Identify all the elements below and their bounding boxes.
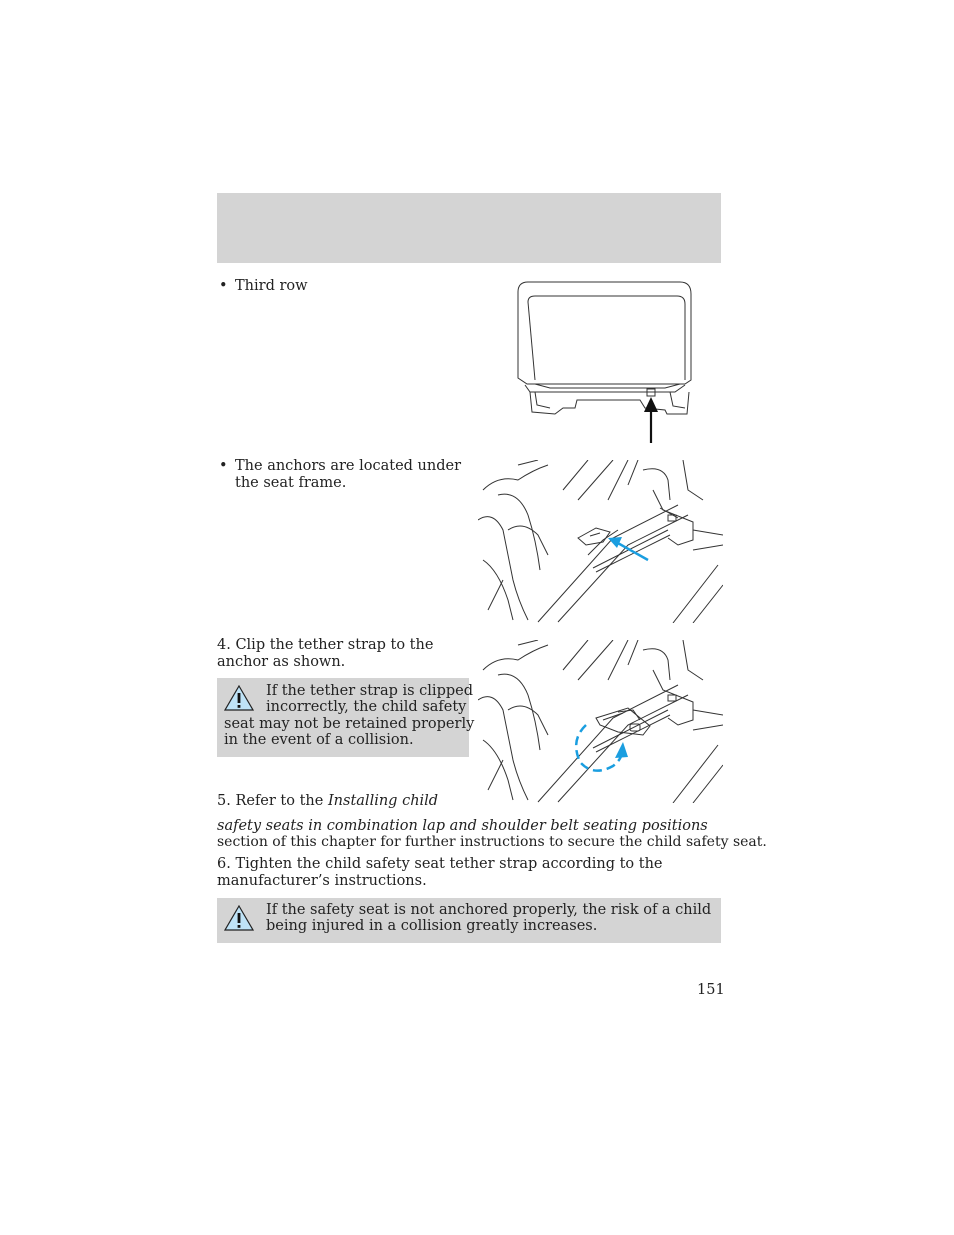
- page-number: 151: [697, 982, 725, 998]
- step4-line1: 4. Clip the tether strap to the: [217, 637, 434, 653]
- bullet-third-row: Third row: [235, 278, 308, 294]
- step6-line1: 6. Tighten the child safety seat tether strap according to the: [217, 856, 663, 872]
- warning1-line2: incorrectly, the child safety: [266, 699, 467, 715]
- warning1-line1: If the tether strap is clipped: [266, 683, 474, 699]
- warning-triangle-icon: [224, 685, 254, 711]
- step5-suffix: section of this chapter for further instructions to secure the child safety seat.: [217, 834, 767, 850]
- bullet-anchors-line1: The anchors are located under: [235, 458, 462, 474]
- step5-line1: [217, 793, 438, 810]
- warning1-line4: in the event of a collision.: [224, 732, 414, 748]
- warning1-line3: seat may not be retained properly: [224, 716, 475, 732]
- anchor-location-illustration: [478, 460, 723, 623]
- header-band: [217, 193, 721, 263]
- step4-line2: anchor as shown.: [217, 654, 346, 670]
- step5-italic-1: Installing child: [327, 793, 439, 809]
- warning2-line1: If the safety seat is not anchored properly, the risk of a child: [266, 902, 712, 918]
- warning-triangle-icon: [224, 905, 254, 931]
- warning2-line2: being injured in a collision greatly increases.: [266, 918, 598, 934]
- seat-rear-illustration: [515, 280, 695, 445]
- step6-line2: manufacturer’s instructions.: [217, 873, 427, 889]
- step5-italic-2: safety seats in combination lap and shoulder belt seating positions: [217, 818, 708, 834]
- bullet-anchors-line2: the seat frame.: [235, 475, 347, 491]
- bullet-dot: •: [219, 458, 228, 474]
- tether-clip-illustration: [478, 640, 723, 803]
- step5-prefix: 5. Refer to the: [217, 793, 328, 809]
- bullet-dot: •: [219, 278, 228, 294]
